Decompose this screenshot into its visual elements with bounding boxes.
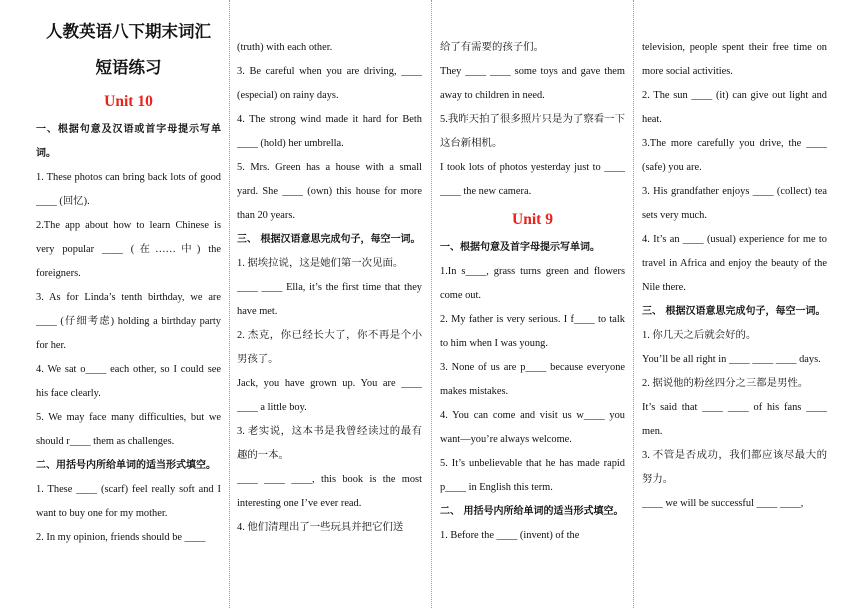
exercise-item: 5.我昨天拍了很多照片只是为了察看一下这台新相机。 (440, 114, 625, 149)
exercise-item: Jack, you have grown up. You are ____ ____ a little boy. (237, 378, 422, 413)
exercise-item: 2. The sun ____ (it) can give out light and heat. (642, 90, 827, 125)
exercise-item: 2. In my opinion, friends should be ____ (36, 532, 206, 543)
exercise-item: 1. These ____ (scarf) feel really soft and I want to buy one for my mother. (36, 484, 221, 519)
column-4 (642, 0, 827, 608)
exercise-item: They ____ ____ some toys and gave them away to children in need. (440, 66, 625, 101)
section-heading: 二、 用括号内所给单词的适当形式填空。 (440, 506, 624, 517)
column-divider (633, 0, 634, 608)
exercise-item: 5. We may face many difficulties, but we should r____ them as challenges. (36, 412, 221, 447)
exercise-item: 3. As for Linda’s tenth birthday, we are ____ (仔细考虑) holding a birthday party for her. (36, 292, 221, 351)
column-1 (36, 0, 221, 608)
page-title: 人教英语八下期末词汇 (46, 22, 211, 41)
exercise-item: It’s said that ____ ____ of his fans ____ men. (642, 402, 827, 437)
exercise-item: 2. 杰克，你已经长大了，你不再是个小男孩了。 (237, 330, 422, 365)
column-3 (440, 0, 625, 608)
column-divider (229, 0, 230, 608)
exercise-item: You’ll be all right in ____ ____ ____ days. (642, 354, 821, 365)
exercise-item: 1.In s____, grass turns green and flowers come out. (440, 266, 625, 301)
exercise-item: 4. It’s an ____ (usual) experience for me to travel in Africa and enjoy the beauty of the Nile there. (642, 234, 827, 293)
exercise-item: 3. 不管是否成功，我们都应该尽最大的努力。 (642, 450, 827, 485)
exercise-item: 3. 老实说，这本书是我曾经读过的最有趣的一本。 (237, 426, 422, 461)
exercise-item: 3. His grandfather enjoys ____ (collect) tea sets very much. (642, 186, 827, 221)
exercise-item: 给了有需要的孩子们。 (440, 42, 544, 53)
exercise-item: 1. Before the ____ (invent) of the (440, 530, 580, 541)
column-divider (431, 0, 432, 608)
exercise-item: ____ we will be successful ____ ____, (642, 498, 804, 509)
page-subtitle: 短语练习 (95, 58, 162, 77)
section-heading: 二、用括号内所给单词的适当形式填空。 (36, 460, 216, 471)
section-heading: 一、根据句意及首字母提示写单词。 (440, 242, 600, 253)
unit-heading: Unit 10 (104, 93, 153, 110)
exercise-item: 5. It’s unbelievable that he has made rapid p____ in English this term. (440, 458, 625, 493)
exercise-item: (truth) with each other. (237, 42, 333, 53)
exercise-item: 3. Be careful when you are driving, ____ (especial) on rainy days. (237, 66, 422, 101)
exercise-item: 3. None of us are p____ because everyone makes mistakes. (440, 362, 625, 397)
section-heading: 三、 根据汉语意思完成句子，每空一词。 (237, 234, 421, 245)
exercise-item: 4. The strong wind made it hard for Beth ____ (hold) her umbrella. (237, 114, 422, 149)
exercise-item: 4. You can come and visit us w____ you want—you’re always welcome. (440, 410, 625, 445)
exercise-item: 2.The app about how to learn Chinese is very popular ____ (在……中) the foreigners. (36, 220, 221, 279)
exercise-item: 2. My father is very serious. I f____ to talk to him when I was young. (440, 314, 625, 349)
exercise-item: ____ ____ ____, this book is the most interesting one I’ve ever read. (237, 474, 422, 509)
exercise-item: I took lots of photos yesterday just to ____ ____ the new camera. (440, 162, 625, 197)
exercise-item: television, people spent their free time on more social activities. (642, 42, 827, 77)
section-heading: 三、 根据汉语意思完成句子，每空一词。 (642, 306, 826, 317)
section-heading: 一、根据句意及汉语或首字母提示写单词。 (36, 124, 221, 159)
exercise-item: 1. 据埃拉说，这是她们第一次见面。 (237, 258, 404, 269)
exercise-item: ____ ____ Ella, it’s the first time that they have met. (237, 282, 422, 317)
exercise-item: 3.The more carefully you drive, the ____ (safe) you are. (642, 138, 827, 173)
column-2 (237, 0, 422, 608)
exercise-item: 1. These photos can bring back lots of good ____ (回忆). (36, 172, 221, 207)
unit-heading: Unit 9 (512, 211, 553, 228)
exercise-item: 5. Mrs. Green has a house with a small yard. She ____ (own) this house for more than 20 years. (237, 162, 422, 221)
exercise-item: 1. 你几天之后就会好的。 (642, 330, 757, 341)
exercise-item: 4. 他们清理出了一些玩具并把它们送 (237, 522, 404, 533)
exercise-item: 2. 据说他的粉丝四分之三都是男性。 (642, 378, 809, 389)
exercise-item: 4. We sat o____ each other, so I could see his face clearly. (36, 364, 221, 399)
